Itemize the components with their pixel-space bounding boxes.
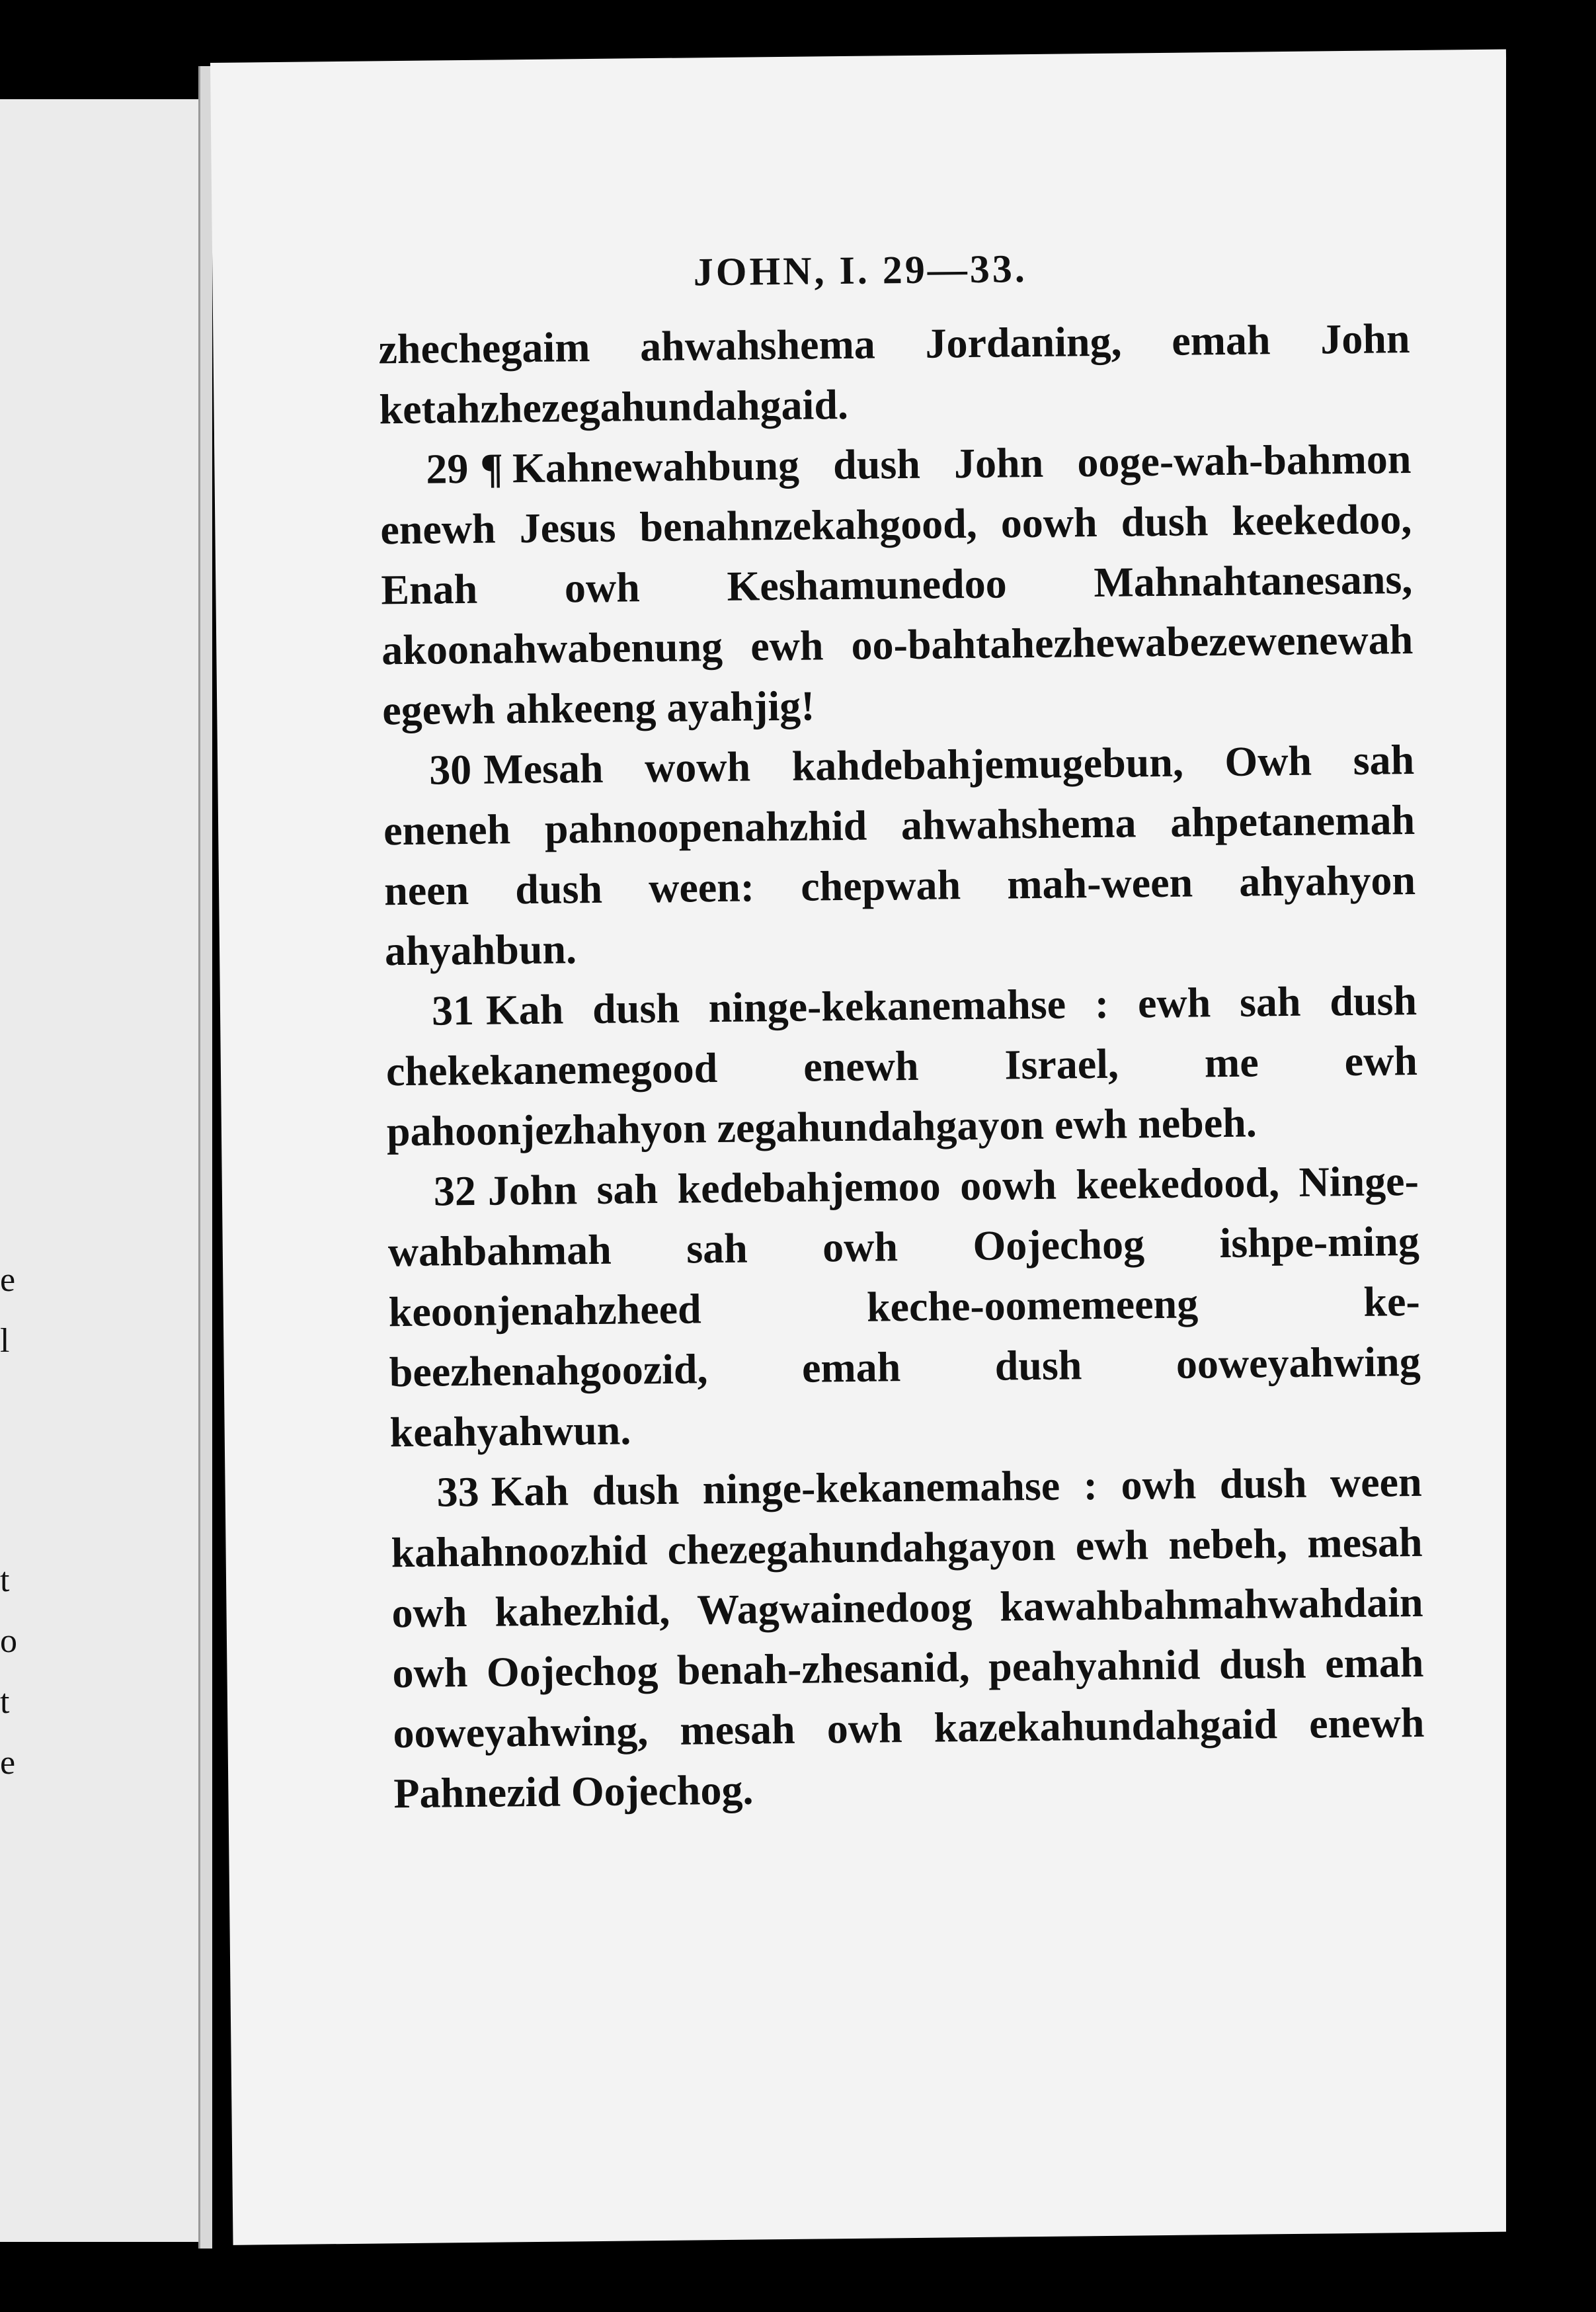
verse-number: 31 — [431, 986, 475, 1034]
book-page — [210, 49, 1529, 2245]
verse-text: Kahnewahbung dush John ooge-wah-bahmon enewh Jesus benahnzekahgood, oowh dush keekedoo, Enah owh Keshamunedoo Mahnahtanesans, akoonahwabenung ewh oo-bahtahezhewabezewenewah egewh ahkeeng ayahjig! — [380, 435, 1414, 734]
verse-31 — [385, 970, 1419, 1161]
verse-text: Kah dush ninge-kekanemahse : ewh sah dush chekekanemegood enewh Israel, me ewh pahoonjezhahyon zegahundahgayon ewh nebeh. — [385, 976, 1418, 1155]
pilcrow-mark: ¶ — [480, 444, 504, 492]
verse-number: 33 — [436, 1467, 480, 1516]
page-text-block — [378, 308, 1425, 1823]
edge-letter: t — [0, 1561, 10, 1599]
verse-30 — [383, 729, 1417, 981]
verse-32 — [387, 1151, 1421, 1462]
verse-33 — [390, 1452, 1425, 1823]
verse-number: 30 — [428, 745, 472, 794]
edge-letter: l — [0, 1322, 10, 1360]
edge-letter: o — [0, 1622, 17, 1660]
book-gutter — [198, 66, 212, 2249]
edge-letter: e — [0, 1261, 16, 1299]
running-head: JOHN, I. 29—33. — [693, 247, 1028, 294]
left-facing-page — [0, 99, 198, 2242]
verse-number: 29 — [426, 444, 469, 493]
paragraph-continuation — [378, 308, 1411, 439]
verse-text: Kah dush ninge-kekanemahse : owh dush ween kahahnoozhid chezegahundahgayon ewh nebeh, mesah owh kahezhid, Wagwainedoog kawahbahmahwahdain owh Oojechog benah-zhesanid, peahyahnid dush emah ooweyahwing, mesah owh kazekahundahgaid enewh Pahnezid Oojechog. — [391, 1458, 1425, 1817]
verse-text: John sah kedebahjemoo oowh keekedood, Ninge-wahbahmah sah owh Oojechog ishpe-ming keoonjenahzheed keche-oomemeeng ke-beezhenahgoozid, emah dush ooweyahwing keahyahwun. — [387, 1157, 1421, 1456]
left-page-edge-text — [0, 99, 26, 1794]
scan-background-edge — [1506, 60, 1596, 2255]
edge-letter: e — [0, 1744, 16, 1782]
verse-29 — [379, 429, 1414, 740]
verse-number: 32 — [433, 1167, 477, 1215]
edge-letter: t — [0, 1683, 10, 1721]
paragraph-text: zhechegaim ahwahshema Jordaning, emah John ketahzhezegahundahgaid. — [378, 315, 1410, 433]
verse-text: Mesah wowh kahdebahjemugebun, Owh sah eneneh pahnoopenahzhid ahwahshema ahpetanemah neen dush ween: chepwah mah-ween ahyahyon ahyahbun. — [383, 735, 1416, 975]
